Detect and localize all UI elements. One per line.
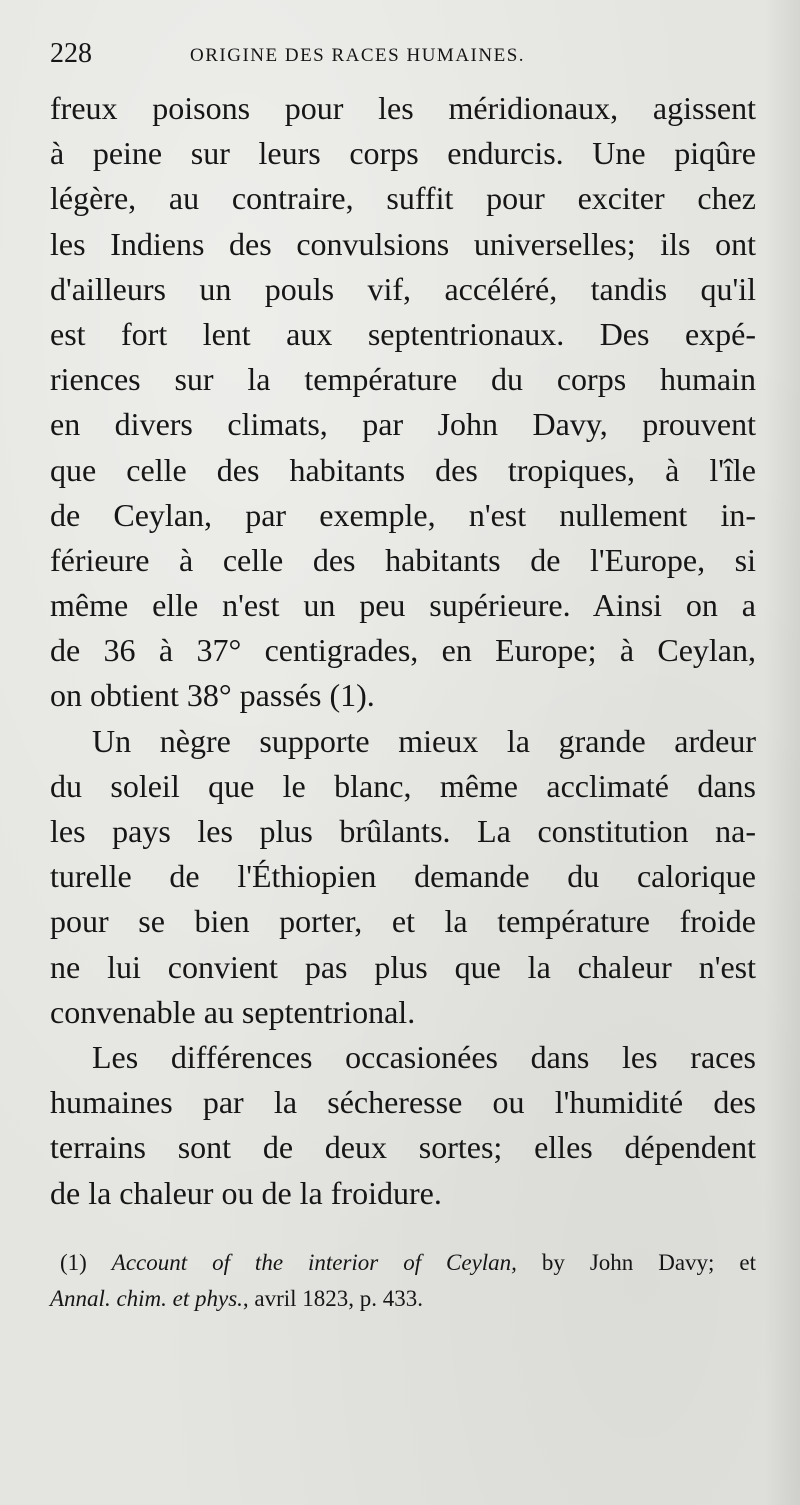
text-line: férieure à celle des habitants de l'Europe, si — [50, 541, 756, 578]
text-line: Les différences occasionées dans les races — [92, 1038, 756, 1075]
text-line: humaines par la sécheresse ou l'humidité des — [50, 1084, 756, 1121]
text-line: les pays les plus brûlants. La constitution na- — [50, 813, 756, 849]
text-line: du soleil que le blanc, même acclimaté dans — [50, 767, 756, 804]
text-line: Un nègre supporte mieux la grande ardeur — [92, 722, 756, 759]
text-line: convenable au septentrional. — [50, 993, 416, 1030]
text-line: légère, au contraire, suffit pour exciter chez — [50, 180, 756, 217]
footnote-marker: (1) — [60, 1250, 112, 1275]
text-line: on obtient 38° passés (1). — [50, 677, 375, 714]
page-edge-shadow — [764, 0, 800, 1505]
text-line: les Indiens des convulsions universelles; ils ont — [50, 225, 756, 262]
text-line: même elle n'est un peu supérieure. Ainsi on a — [50, 587, 756, 624]
text-line: est fort lent aux septentrionaux. Des expé- — [50, 315, 756, 352]
running-title: ORIGINE DES RACES HUMAINES. — [190, 45, 526, 66]
text-line: riences sur la température du corps humain — [50, 361, 756, 398]
text-line: que celle des habitants des tropiques, à l'île — [50, 451, 756, 488]
footnote-citation-title: Account of the interior of Ceylan, — [111, 1250, 517, 1275]
page-number: 228 — [50, 38, 92, 69]
text-line: en divers climats, par John Davy, prouvent — [50, 406, 756, 443]
footnote-citation-author: by John Davy; et — [516, 1250, 756, 1275]
text-line: turelle de l'Éthiopien demande du calorique — [50, 858, 756, 895]
text-line: de 36 à 37° centigrades, en Europe; à Ceylan, — [50, 632, 756, 669]
footnote-journal: Annal. chim. et phys. — [50, 1286, 243, 1311]
body-text — [50, 86, 756, 1216]
text-line: freux poisons pour les méridionaux, agissent — [50, 90, 756, 126]
text-line: d'ailleurs un pouls vif, accéléré, tandis qu'il — [50, 270, 756, 307]
footnote-line — [50, 1281, 756, 1317]
text-line: de Ceylan, par exemple, n'est nullement in- — [50, 496, 756, 533]
text-line: de la chaleur ou de la froidure. — [50, 1174, 442, 1211]
page-header — [50, 38, 750, 74]
text-line: à peine sur leurs corps endurcis. Une piqûre — [50, 135, 756, 172]
footnote-line — [50, 1245, 756, 1281]
footnote-reference: , avril 1823, p. 433. — [242, 1286, 424, 1311]
footnote — [50, 1245, 756, 1317]
text-line: pour se bien porter, et la température froide — [50, 903, 756, 940]
text-line: terrains sont de deux sortes; elles dépendent — [50, 1129, 756, 1166]
text-line: ne lui convient pas plus que la chaleur n'est — [50, 948, 756, 985]
